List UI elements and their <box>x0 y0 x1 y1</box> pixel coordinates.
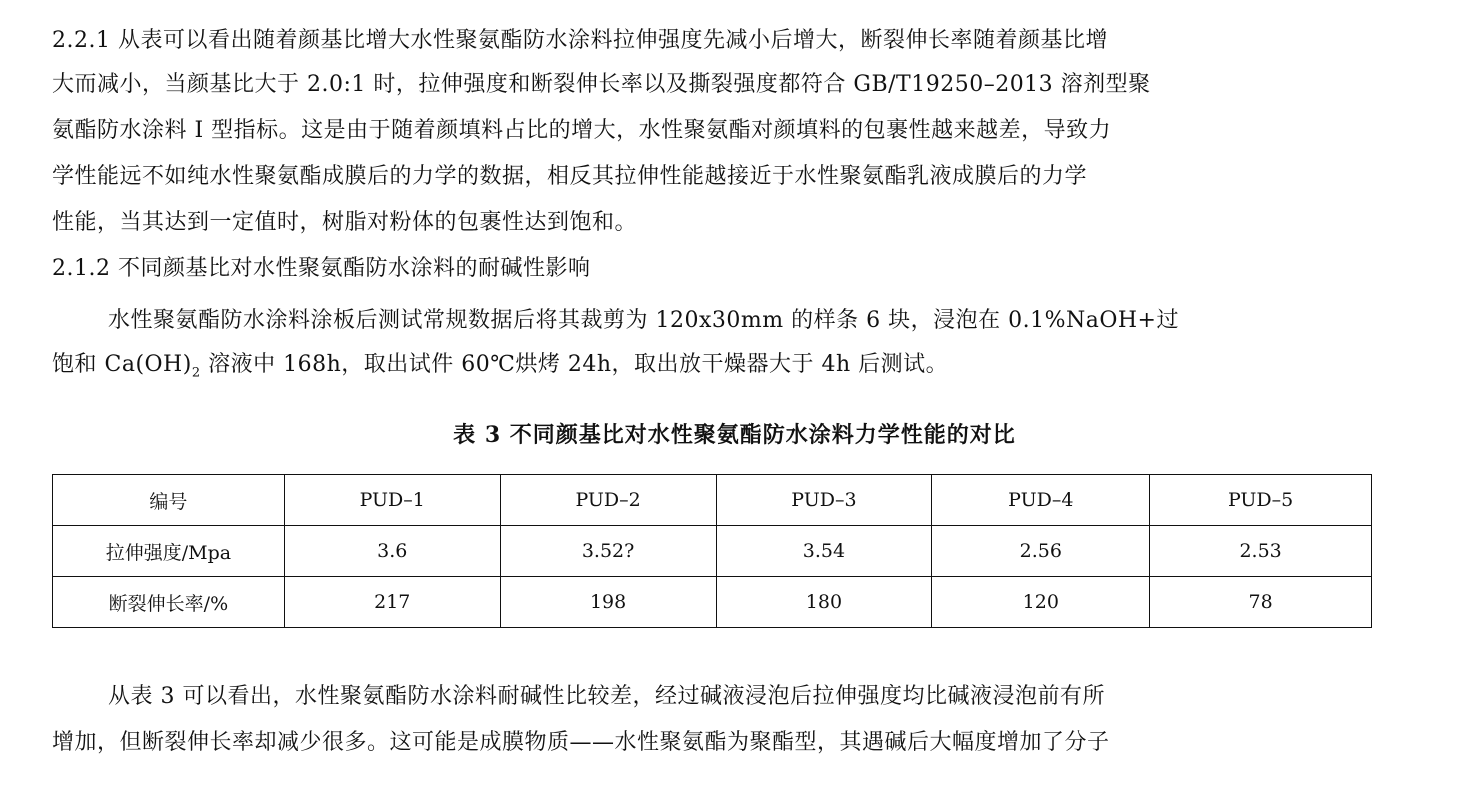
section-heading: 2.1.2 不同颜基比对水性聚氨酯防水涂料的耐碱性影响 <box>52 256 591 281</box>
text-line: 从表 3 可以看出，水性聚氨酯防水涂料耐碱性比较差，经过碱液浸泡后拉伸强度均比碱液浸泡前有所 <box>108 684 1105 709</box>
table-cell: 3.52? <box>500 526 716 577</box>
text-line: 性能，当其达到一定值时，树脂对粉体的包裹性达到饱和。 <box>52 210 638 235</box>
data-table <box>52 474 1372 628</box>
header-cell: 编号 <box>53 475 285 526</box>
table-cell: 120 <box>932 577 1150 628</box>
table-caption: 表 3 不同颜基比对水性聚氨酯防水涂料力学性能的对比 <box>453 422 1016 448</box>
text-line: 学性能远不如纯水性聚氨酯成膜后的力学的数据，相反其拉伸性能越接近于水性聚氨酯乳液成膜后的力学 <box>52 164 1088 189</box>
header-cell: PUD–3 <box>716 475 932 526</box>
row-label-cell: 拉伸强度/Mpa <box>53 526 285 577</box>
text-line: 水性聚氨酯防水涂料涂板后测试常规数据后将其裁剪为 120x30mm 的样条 6 块，浸泡在 0.1%NaOH+过 <box>108 308 1179 333</box>
header-cell: PUD–2 <box>500 475 716 526</box>
table-cell: 180 <box>716 577 932 628</box>
text-span: 溶液中 168h，取出试件 60℃烘烤 24h，取出放干燥器大于 4h 后测试。 <box>200 352 949 377</box>
text-line: 增加，但断裂伸长率却减少很多。这可能是成膜物质——水性聚氨酯为聚酯型，其遇碱后大幅度增加了分子 <box>52 730 1110 755</box>
header-cell: PUD–1 <box>284 475 500 526</box>
text-line <box>52 350 948 388</box>
header-cell: PUD–4 <box>932 475 1150 526</box>
table-row <box>53 526 1372 577</box>
subscript: 2 <box>191 365 201 381</box>
header-cell: PUD–5 <box>1150 475 1372 526</box>
table-cell: 217 <box>284 577 500 628</box>
text-span: 饱和 Ca(OH) <box>52 352 192 377</box>
table-cell: 198 <box>500 577 716 628</box>
text-line: 2.2.1 从表可以看出随着颜基比增大水性聚氨酯防水涂料拉伸强度先减小后增大，断裂伸长率随着颜基比增 <box>52 28 1108 53</box>
table-cell: 2.53 <box>1150 526 1372 577</box>
table-row <box>53 577 1372 628</box>
table-header-row <box>53 475 1372 526</box>
text-line: 氨酯防水涂料 I 型指标。这是由于随着颜填料占比的增大，水性聚氨酯对颜填料的包裹性越来越差，导致力 <box>52 118 1112 143</box>
table-cell: 3.54 <box>716 526 932 577</box>
table-cell: 3.6 <box>284 526 500 577</box>
table-cell: 78 <box>1150 577 1372 628</box>
text-line: 大而减小，当颜基比大于 2.0:1 时，拉伸强度和断裂伸长率以及撕裂强度都符合 GB/T19250–2013 溶剂型聚 <box>52 72 1151 97</box>
table-cell: 2.56 <box>932 526 1150 577</box>
row-label-cell: 断裂伸长率/% <box>53 577 285 628</box>
